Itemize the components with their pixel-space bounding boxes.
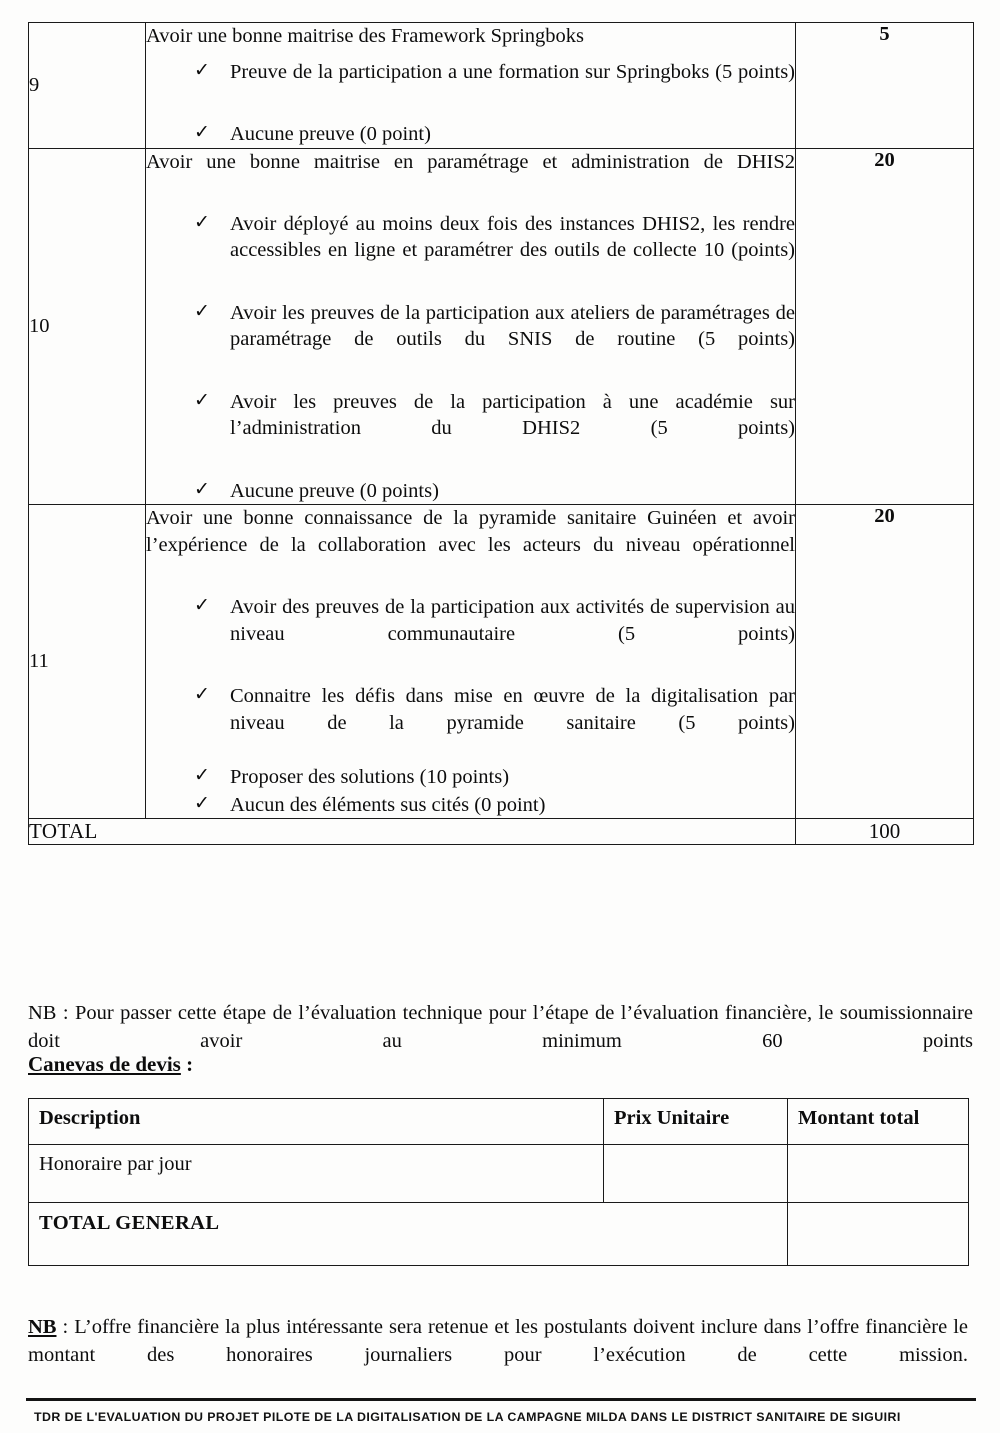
section-title-canevas — [28, 1052, 193, 1077]
list-item — [194, 389, 795, 469]
bullet-text: Avoir des preuves de la participation aux activités de supervision au niveau communautaire (5 points) — [230, 596, 795, 645]
check-icon: ✓ — [194, 684, 210, 706]
bullet-text: Avoir déployé au moins deux fois des instances DHIS2, les rendre accessibles en ligne et paramétrer des outils de collecte 10 (points) — [230, 212, 795, 262]
devis-prix-unitaire-cell[interactable] — [604, 1145, 788, 1203]
bullet-text: Preuve de la participation a une formation sur Springboks (5 points) — [230, 60, 795, 83]
criterion-bullet-list — [146, 211, 795, 504]
devis-table — [28, 1098, 969, 1266]
list-item — [194, 478, 795, 505]
list-item — [194, 300, 795, 380]
criterion-heading: Avoir une bonne connaissance de la pyramide sanitaire Guinéen et avoir l’expérience de la collaboration avec les acteurs du niveau opérationnel — [146, 507, 795, 556]
criterion-heading: Avoir une bonne maitrise des Framework Springboks — [146, 25, 585, 47]
devis-total-montant-cell[interactable] — [788, 1203, 969, 1266]
list-item — [194, 594, 795, 674]
scoring-criteria-table — [28, 22, 974, 845]
table-row — [29, 1145, 969, 1203]
devis-total-label: TOTAL GENERAL — [29, 1203, 788, 1266]
table-row — [29, 505, 974, 819]
list-item — [194, 764, 795, 791]
criterion-number: 11 — [29, 505, 146, 819]
nb-body: : L’offre financière la plus intéressante sera retenue et les postulants doivent inclure dans l’offre financière le montant des honoraires journaliers pour l’exécution de cette mission. — [28, 1315, 968, 1366]
column-header-prix-unitaire: Prix Unitaire — [604, 1099, 788, 1145]
criterion-score: 5 — [796, 23, 974, 149]
bullet-text: Connaitre les défis dans mise en œuvre de la digitalisation par niveau de la pyramide sanitaire (5 points) — [230, 685, 795, 734]
footer-title: TDR DE L'EVALUATION DU PROJET PILOTE DE LA DIGITALISATION DE LA CAMPAGNE MILDA DANS LE DISTRICT SANITAIRE DE SIGUIRI — [34, 1410, 901, 1424]
column-header-montant-total: Montant total — [788, 1099, 969, 1145]
check-icon: ✓ — [194, 389, 210, 411]
check-icon: ✓ — [194, 59, 210, 81]
bullet-text: Avoir les preuves de la participation aux ateliers de paramétrages de paramétrage de outils du SNIS de routine (5 points) — [230, 301, 795, 351]
list-item — [194, 792, 795, 819]
criterion-number: 9 — [29, 23, 146, 149]
criterion-heading: Avoir une bonne maitrise en paramétrage et administration de DHIS2 — [146, 150, 795, 173]
section-title-text: Canevas de devis — [28, 1052, 181, 1076]
check-icon: ✓ — [194, 792, 210, 814]
check-icon: ✓ — [194, 595, 210, 617]
devis-header-row — [29, 1099, 969, 1145]
bullet-text: Proposer des solutions (10 points) — [230, 766, 510, 789]
list-item — [194, 211, 795, 291]
criterion-score: 20 — [796, 148, 974, 505]
total-label: TOTAL — [29, 819, 796, 845]
nb-prefix: NB — [28, 1001, 57, 1024]
column-header-description: Description — [29, 1099, 604, 1145]
nb-financiere-paragraph — [28, 1313, 968, 1398]
check-icon: ✓ — [194, 211, 210, 233]
bullet-text: Aucune preuve (0 points) — [230, 479, 439, 502]
criterion-score: 20 — [796, 505, 974, 819]
criterion-body — [146, 148, 796, 505]
bullet-text: Aucune preuve (0 point) — [230, 122, 431, 145]
bullet-text: Avoir les preuves de la participation à une académie sur l’administration du DHIS2 (5 points) — [230, 390, 795, 440]
table-row — [29, 148, 974, 505]
devis-description-cell: Honoraire par jour — [29, 1145, 604, 1203]
criterion-body — [146, 23, 796, 149]
check-icon: ✓ — [194, 300, 210, 322]
list-item — [194, 683, 795, 763]
criterion-bullet-list — [146, 59, 795, 148]
footer-divider — [26, 1398, 976, 1401]
check-icon: ✓ — [194, 765, 210, 787]
criterion-body — [146, 505, 796, 819]
nb-body: : Pour passer cette étape de l’évaluation technique pour l’étape de l’évaluation financière, le soumissionnaire doit avoir au minimum 60 points — [28, 1001, 973, 1052]
nb-prefix: NB — [28, 1315, 57, 1338]
table-row — [29, 23, 974, 149]
check-icon: ✓ — [194, 121, 210, 143]
devis-total-row — [29, 1203, 969, 1266]
total-score: 100 — [796, 819, 974, 845]
devis-montant-total-cell[interactable] — [788, 1145, 969, 1203]
list-item — [194, 121, 795, 148]
section-title-suffix: : — [180, 1052, 194, 1076]
criterion-bullet-list — [146, 594, 795, 818]
criterion-number: 10 — [29, 148, 146, 505]
bullet-text: Aucun des éléments sus cités (0 point) — [230, 793, 546, 816]
table-total-row — [29, 819, 974, 845]
check-icon: ✓ — [194, 478, 210, 500]
list-item — [194, 59, 795, 112]
